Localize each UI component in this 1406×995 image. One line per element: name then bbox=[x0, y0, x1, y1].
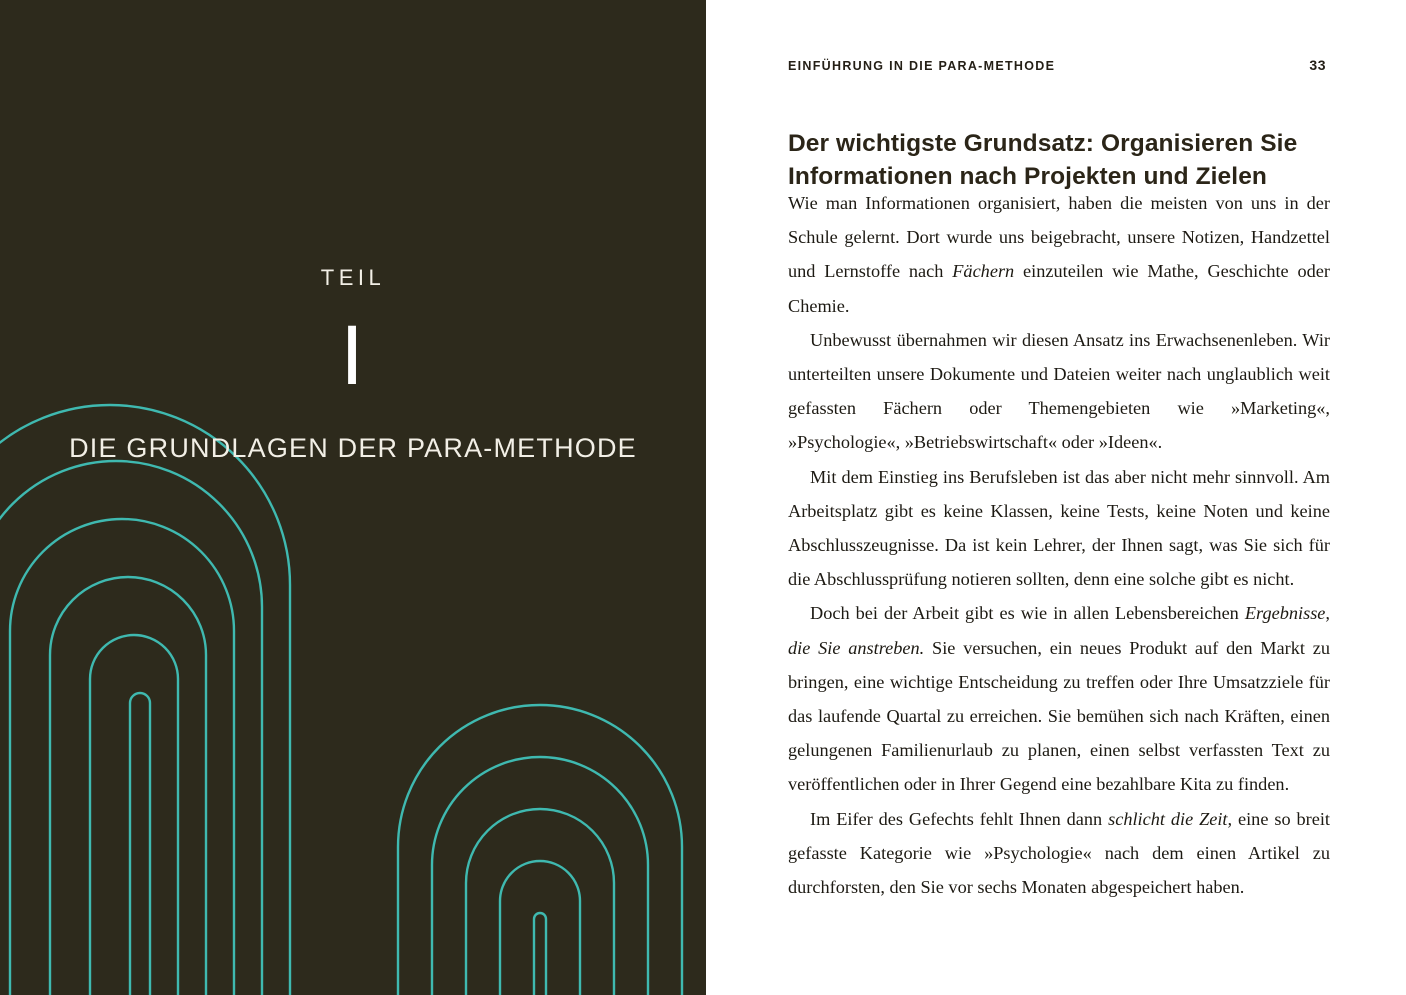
concentric-arcs-graphic bbox=[0, 375, 706, 995]
part-opener-block bbox=[0, 0, 706, 464]
paragraph: Im Eifer des Gefechts fehlt Ihnen dann schlicht die Zeit, eine so breit gefasste Kategorie wie »Psychologie« nach dem einen Artikel zu durchforsten, den Sie vor sechs Monaten abgespeichert haben. bbox=[788, 808, 1330, 898]
part-label: TEIL bbox=[320, 265, 386, 290]
section-heading: Der wichtigste Grundsatz: Organisieren Sie Informationen nach Projekten und Zielen bbox=[788, 130, 1298, 190]
emphasis-text: Fächern bbox=[952, 261, 1015, 282]
page-number: 33 bbox=[1309, 57, 1326, 73]
body-text bbox=[788, 186, 1330, 904]
emphasis-text: schlicht die Zeit, bbox=[1108, 808, 1233, 829]
paragraph: Wie man Informationen organisiert, haben die meisten von uns in der Schule gelernt. Dort wurde uns beigebracht, unsere Notizen, Handzettel und Lernstoffe nach Fächern einzuteilen wie Mathe, Geschichte oder Chemie. bbox=[788, 193, 1330, 316]
right-page-body bbox=[706, 0, 1406, 995]
paragraph: Doch bei der Arbeit gibt es wie in allen Lebensbereichen Ergebnisse, die Sie anstreben. Sie versuchen, ein neues Produkt auf den Markt zu bringen, eine wichtige Entscheidung zu treffen oder Ihre Umsatzziele für das laufende Quartal zu erreichen. Sie bemühen sich nach Kräften, einen gelungenen Familienurlaub zu planen, einen selbst verfassten Text zu veröffentlichen oder in Ihrer Gegend eine bezahlbare Kita zu finden. bbox=[788, 603, 1330, 795]
running-head-title: EINFÜHRUNG IN DIE PARA-METHODE bbox=[788, 59, 1056, 73]
part-title: DIE GRUNDLAGEN DER PARA-METHODE bbox=[69, 433, 637, 463]
running-head bbox=[788, 57, 1326, 73]
paragraph: Mit dem Einstieg ins Berufsleben ist das aber nicht mehr sinnvoll. Am Arbeitsplatz gibt es keine Klassen, keine Tests, keine Noten und keine Abschlusszeugnisse. Da ist kein Lehrer, der Ihnen sagt, was Sie sich für die Abschlussprüfung notieren sollten, denn eine solche gibt es nicht. bbox=[788, 466, 1330, 590]
emphasis-text: Ergebnisse, die Sie anstreben. bbox=[788, 603, 1330, 658]
part-numeral: I bbox=[340, 308, 366, 402]
paragraph: Unbewusst übernahmen wir diesen Ansatz ins Erwachsenenleben. Wir unterteilten unsere Dokumente und Dateien weiter nach unglaublich weit gefassten Fächern oder Themengebieten wie »Marketing«, »Psychologie«, »Betriebswirtschaft« oder »Ideen«. bbox=[788, 329, 1330, 453]
